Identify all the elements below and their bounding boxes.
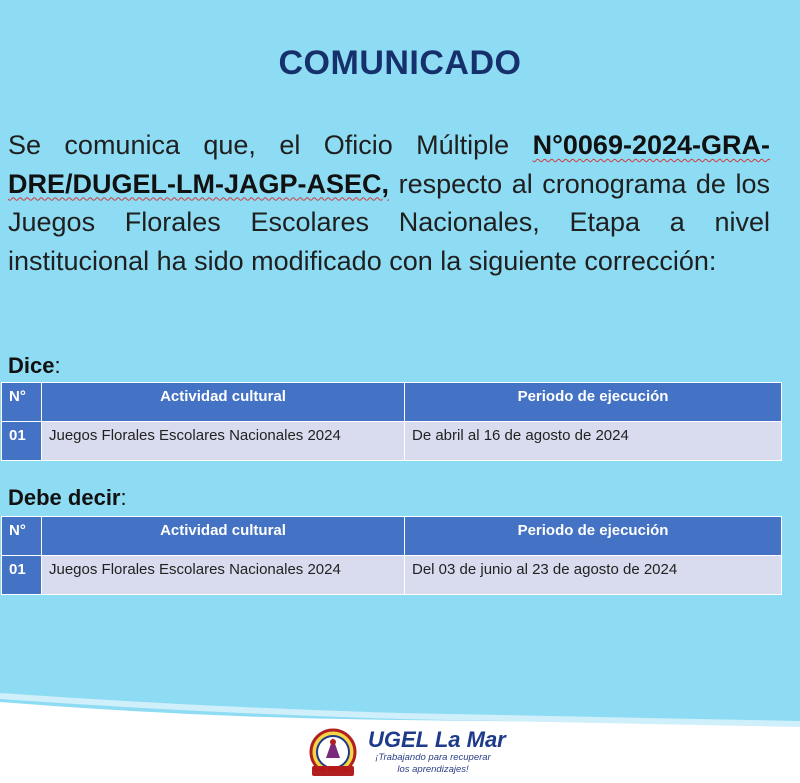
row-num: 01 [2, 422, 42, 461]
debe-decir-label-text: Debe decir [8, 485, 121, 510]
table-header-row [2, 383, 782, 422]
row-period: Del 03 de junio al 23 de agosto de 2024 [405, 556, 782, 595]
row-activity: Juegos Florales Escolares Nacionales 2024 [42, 422, 405, 461]
row-activity: Juegos Florales Escolares Nacionales 2024 [42, 556, 405, 595]
page-title: COMUNICADO [278, 44, 522, 82]
oficio-reference: N°0069-2024-GRA-DRE/DUGEL-LM-JAGP-ASEC, [8, 130, 770, 199]
dice-label-text: Dice [8, 353, 55, 378]
header-num: N° [2, 517, 42, 556]
announcement-intro: Se comunica que, el Oficio Múltiple [8, 130, 533, 160]
row-num: 01 [2, 556, 42, 595]
debe-decir-label [8, 485, 127, 511]
debe-decir-table [1, 516, 782, 595]
header-period: Periodo de ejecución [405, 517, 782, 556]
dice-label [8, 353, 61, 379]
seal-text: SAN MIGUEL [313, 767, 351, 773]
header-activity: Actividad cultural [42, 517, 405, 556]
header-activity: Actividad cultural [42, 383, 405, 422]
dice-colon: : [54, 353, 61, 378]
table-row [2, 556, 782, 595]
announcement-rest: respecto al cronograma de los Juegos Florales Escolares Nacionales, Etapa a nivel institucional ha sido modificado con la siguiente corrección: [8, 168, 770, 276]
table-header-row [2, 517, 782, 556]
dice-table [1, 382, 782, 461]
row-period: De abril al 16 de agosto de 2024 [405, 422, 782, 461]
announcement-text [8, 126, 770, 280]
header-num: N° [2, 383, 42, 422]
header-period: Periodo de ejecución [405, 383, 782, 422]
brand-name: UGEL La Mar [368, 727, 506, 752]
brand-tagline: ¡Trabajando para recuperar los aprendizajes! [375, 752, 491, 775]
debe-decir-colon: : [120, 485, 127, 510]
table-row [2, 422, 782, 461]
